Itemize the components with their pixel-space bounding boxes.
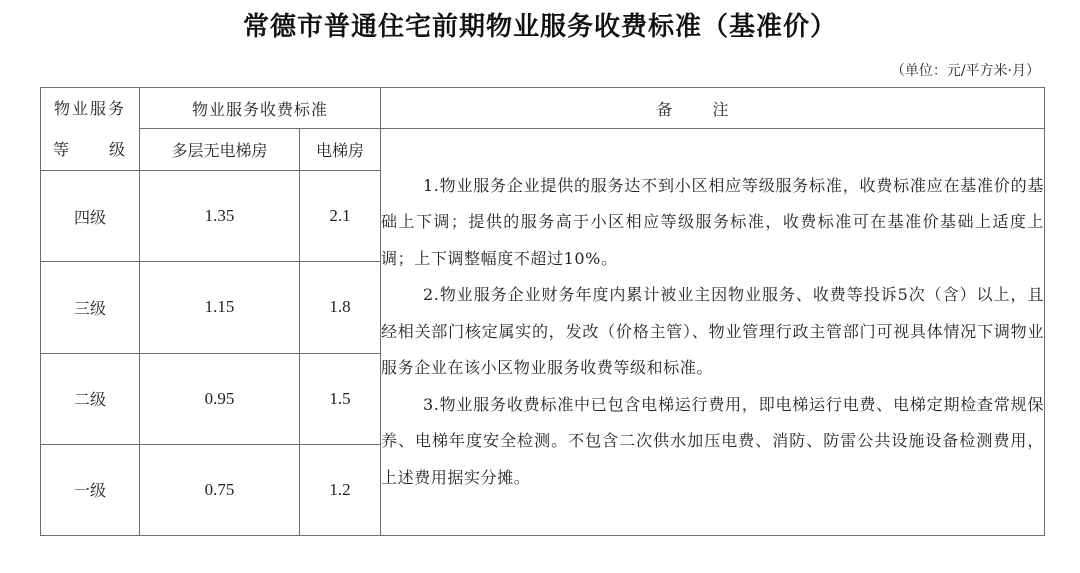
- header-fee-standard: 物业服务收费标准: [140, 88, 381, 129]
- no-elevator-fee: 0.95: [140, 353, 300, 444]
- level-cell: 四级: [41, 171, 140, 262]
- header-level-line2: [41, 129, 139, 170]
- unit-note: （单位：元/平方米·月）: [890, 63, 1040, 79]
- elevator-fee: 1.5: [300, 353, 381, 444]
- header-note-label: 备注: [656, 99, 769, 119]
- level-cell: 一级: [41, 444, 140, 535]
- note-paragraph-3: 3.物业服务收费标准中已包含电梯运行费用，即电梯运行电费、电梯定期检查常规保养、电梯年度安全检测。不包含二次供水加压电费、消防、防雷公共设施设备检测费用，上述费用据实分摊。: [381, 394, 1045, 487]
- elevator-fee: 1.2: [300, 444, 381, 535]
- no-elevator-fee: 1.15: [140, 262, 300, 353]
- elevator-fee: 2.1: [300, 171, 381, 262]
- header-level-char-a: 等: [53, 140, 72, 160]
- note-paragraph-1: 1.物业服务企业提供的服务达不到小区相应等级服务标准，收费标准应在基准价的基础上下调；提供的服务高于小区相应等级服务标准，收费标准可在基准价基础上适度上调；上下调整幅度不超过10%。: [381, 175, 1045, 268]
- page-title: 常德市普通住宅前期物业服务收费标准（基准价）: [242, 12, 837, 42]
- notes-cell: [381, 129, 1045, 536]
- elevator-fee: 1.8: [300, 262, 381, 353]
- no-elevator-fee: 1.35: [140, 171, 300, 262]
- level-cell: 三级: [41, 262, 140, 353]
- no-elevator-fee: 0.75: [140, 444, 300, 535]
- note-paragraph-2: 2.物业服务企业财务年度内累计被业主因物业服务、收费等投诉5次（含）以上，且经相关部门核定属实的，发改（价格主管）、物业管理行政主管部门可视具体情况下调物业服务企业在该小区物业服务收费等级和标准。: [381, 285, 1045, 378]
- header-level-line1: 物业服务: [53, 99, 126, 119]
- header-note: [381, 88, 1045, 129]
- fee-standard-table: [40, 87, 1045, 536]
- level-cell: 二级: [41, 353, 140, 444]
- header-no-elevator: 多层无电梯房: [140, 129, 300, 171]
- header-elevator: 电梯房: [300, 129, 381, 171]
- header-level-char-b: 级: [108, 140, 127, 160]
- header-level: [41, 88, 140, 171]
